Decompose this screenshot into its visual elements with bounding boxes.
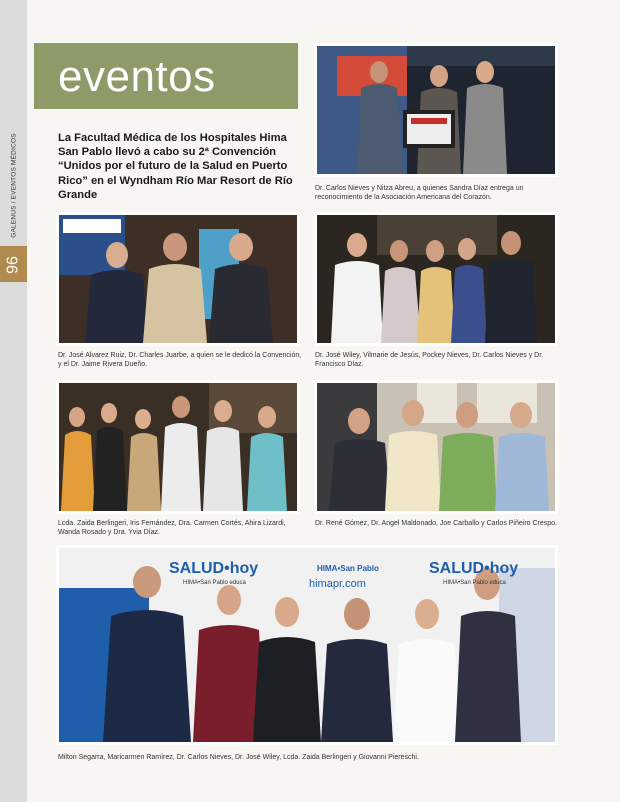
section-title: eventos [58, 52, 216, 101]
photo-group-of-five [314, 212, 558, 346]
brand-logo-right-sub: HIMA•San Pablo educa [443, 580, 506, 586]
photo-award-presentation [314, 43, 558, 177]
caption-award-presentation: Dr. Carlos Nieves y Nitza Abreu, a quienes Sandra Díaz entrega un reconocimiento de la Asociación Americana del Corazón. [315, 185, 524, 202]
caption-group-of-five: Dr. José Wiley, Vilmarie de Jesús, Pockey Nieves, Dr. Carlos Nieves y Dr. Francisco Díaz. [315, 352, 544, 369]
brand-logo-center: HIMA•San Pablo [317, 564, 379, 573]
page-number: 96 [4, 256, 22, 274]
photo-three-doctors [56, 212, 300, 346]
caption-ladies-group: Lcda. Zaida Berlingeri, Iris Fernández, Dra. Carmen Cortés, Ahira Lizardi, Wanda Rosado y Dra. Yvia Díaz. [58, 520, 286, 537]
photo-four-men [314, 380, 558, 514]
brand-logo-left: SALUD•hoy [169, 560, 259, 577]
article-headline: La Facultad Médica de los Hospitales Hima San Pablo llevó a cabo su 2ª Convención “Unidos por el futuro de la Salud en Puerto Rico” en el Wyndham Río Mar Resort de Río Grande [58, 132, 293, 201]
brand-url: himapr.com [309, 578, 366, 590]
photo-ladies-group [56, 380, 300, 514]
section-label: GALENUS / EVENTOS MÉDICOS [10, 133, 18, 238]
photo-banner-group [56, 545, 558, 745]
brand-logo-left-sub: HIMA•San Pablo educa [183, 580, 246, 586]
caption-four-men: Dr. René Gómez, Dr. Angel Maldonado, Joe Carballo y Carlos Piñeiro Crespo. [315, 520, 558, 527]
brand-logo-right: SALUD•hoy [429, 560, 519, 577]
caption-three-doctors: Dr. José Alvarez Ruiz, Dr. Charles Juarbe, a quien se le dedicó la Convención, y el Dr. Jaime Rivera Dueño. [58, 352, 302, 369]
caption-banner-group: Milton Segarra, Maricarmen Ramírez, Dr. Carlos Nieves, Dr. José Wiley, Lcda. Zaida Berlingeri y Giovanni Piereschi. [58, 754, 419, 761]
